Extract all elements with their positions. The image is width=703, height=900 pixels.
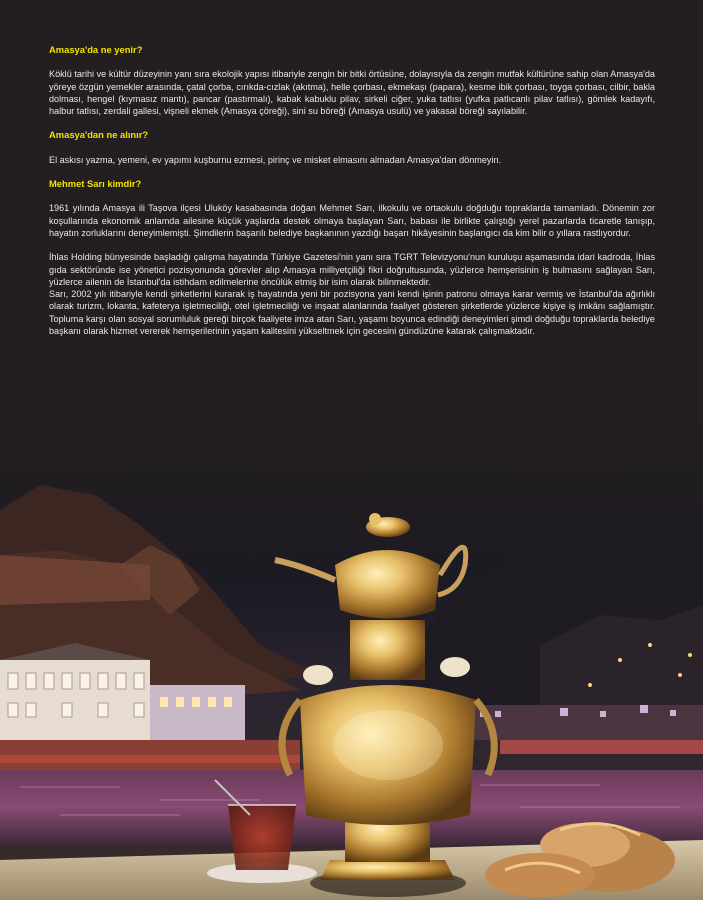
paragraph-bio-early: 1961 yılında Amasya ili Taşova ilçesi Uluköy kasabasında doğan Mehmet Sarı, ilkokulu ve ortaokulu doğduğu topraklarda tamamladı. Dönemin zor koşullarında ekonomik anlamda ailesine küçük yaşlarda destek olmaya başlayan Sarı, babası ile birlikte çalıştığı yerel pazarlarda ticaretle tanışıp, hayatın zorluklarını deneyimlemişti. Şimdilerin başarılı belediye başkanının yazdığı başarı hikâyesinin başlangıcı da kim bilir o yıllara rastlıyordur.	[49, 203, 655, 238]
samovar-night-photo	[0, 415, 703, 900]
paragraph-food: Köklü tarihi ve kültür düzeyinin yanı sıra ekolojik yapısı itibariyle zengin bir bitki örtüsüne, dolayısıyla da zengin mutfak kültürüne sahip olan Amasya'da yöreye özgün yemekler arasında, çatal çorba, cırıkda-cızlak (akıtma), helle çorbası, ekmekaşı (papara), kesme ibik çorbası, toyga çorbası, cilbir, bakla dolması, hengel (kıymasız mantı), pancar (pastırmalı), kabak kabuklu pilav, sirkeli ciğer, yuka tatlısı (yufka patlıcanlı pilav tatlısı), gömlek kadayıfı, halbur tatlısı, zerdali gallesi, vişneli ekmek (Amasya çöreği), sini su böreği (Amasya usulü) ve yakasal böreği sayılabilir.	[49, 69, 655, 117]
paragraph-souvenirs: El askısı yazma, yemeni, ev yapımı kuşburnu ezmesi, pirinç ve misket elmasını almadan Amasya'dan dönmeyin.	[49, 154, 502, 165]
paragraph-bio-business: Sarı, 2002 yılı itibariyle kendi şirketlerini kurarak iş hayatında yeni bir pozisyona yani kendi işinin patronu olmaya karar vermiş ve İstanbul'da ağırlıklı olarak turizm, lokanta, kafeterya işletmeciliği, otel işletmeciliği ve inşaat alanlarında faaliyet gösteren şirketlerde yüzlerce kişiye iş imkânı sağlamıştır. Topluma karşı olan sosyal sorumluluk gereği birçok faaliyete imza atan Sarı, yaşamı boyunca edindiği deneyimleri şimdi doğduğu topraklarda belediye başkanı olarak hizmet vererek hemşerilerinin yaşam kalitesini yükseltmek için gecesini gündüzüne katarak çalışmaktadır.	[49, 289, 655, 337]
section-heading-bio: Mehmet Sarı kimdir?	[49, 178, 142, 190]
paragraph-bio-career: İhlas Holding bünyesinde başladığı çalışma hayatında Türkiye Gazetesi'nin yanı sıra TGRT Televizyonu'nun kuruluşu aşamasında idari kadroda, İhlas gıda sektöründe ise yönetici pozisyonunda görevler alıp Amasya milliyetçiliği fikri doğrultusunda, yüzlerce hemşerisinin iş bulmasını sağlayan Sarı, yüzlerce ailenin de İstanbul'da istihdam edilmelerine öncülük etmiş bir isim olarak bilinmektedir.	[49, 252, 655, 287]
article-text	[49, 44, 655, 337]
section-heading-food: Amasya'da ne yenir?	[49, 44, 143, 55]
section-heading-souvenirs: Amasya'dan ne alınır?	[49, 129, 149, 141]
